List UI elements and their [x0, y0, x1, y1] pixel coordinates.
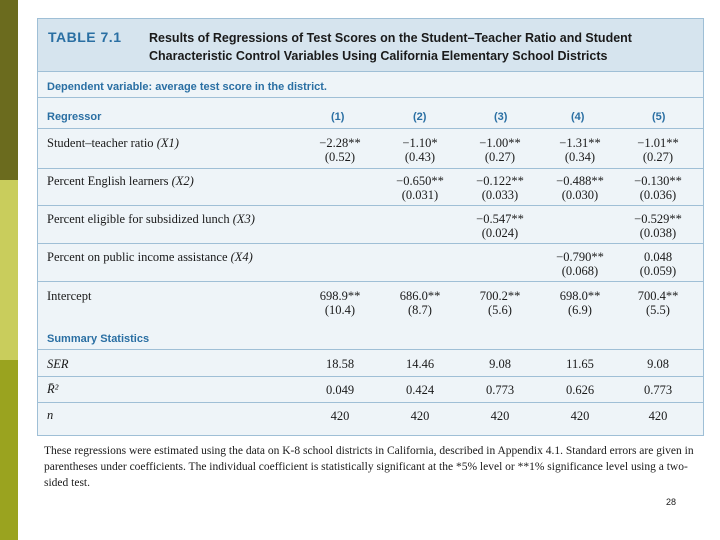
r2-c4: 0.626	[565, 383, 595, 397]
coef-r1-c5: −1.01**	[637, 136, 679, 150]
slide-sidebar	[0, 0, 18, 540]
column-header-5: (5)	[652, 111, 666, 123]
table-label: TABLE 7.1	[48, 29, 122, 45]
n-c2: 420	[410, 409, 430, 423]
summary-statistics-header: Summary Statistics	[47, 333, 150, 345]
se-r5-c4: (6.9)	[568, 303, 592, 317]
n-c1: 420	[330, 409, 350, 423]
table-footnote: These regressions were estimated using the data on K-8 school districts in California, described in Appendix 4.1. Standard errors are given in parentheses under coefficients. The individual coefficient is statistically significant at the *5% level or **1% significance level using a two-sided test.	[44, 445, 694, 489]
se-r1-c2: (0.43)	[404, 150, 436, 164]
sidebar-band-middle	[0, 180, 18, 360]
se-r2-c5: (0.036)	[639, 188, 677, 202]
se-r3-c5: (0.038)	[639, 226, 677, 240]
column-header-4: (4)	[571, 111, 585, 123]
coef-r1-c2: −1.10*	[402, 136, 438, 150]
dependent-variable-note: Dependent variable: average test score in the district.	[47, 81, 327, 93]
se-r2-c4: (0.030)	[561, 188, 599, 202]
se-r3-c3: (0.024)	[481, 226, 519, 240]
se-r4-c4: (0.068)	[561, 264, 599, 278]
ser-c1: 18.58	[325, 357, 355, 371]
n-c3: 420	[490, 409, 510, 423]
coef-r5-c5: 700.4**	[637, 289, 679, 303]
regression-table	[37, 18, 704, 436]
coef-r4-c4: −0.790**	[556, 250, 604, 264]
coef-r5-c2: 686.0**	[399, 289, 441, 303]
ser-c4: 11.65	[566, 357, 594, 371]
r2-c3: 0.773	[485, 383, 515, 397]
se-r5-c5: (5.5)	[646, 303, 670, 317]
row-label-percent-english-learners: Percent English learners (X2)	[47, 174, 194, 188]
r2-c5: 0.773	[643, 383, 673, 397]
stat-label-ser: SER	[47, 357, 69, 371]
se-r2-c3: (0.033)	[481, 188, 519, 202]
coef-r1-c3: −1.00**	[479, 136, 521, 150]
coef-r3-c5: −0.529**	[634, 212, 682, 226]
coef-r2-c5: −0.130**	[634, 174, 682, 188]
column-header-1: (1)	[331, 111, 345, 123]
se-r2-c2: (0.031)	[401, 188, 439, 202]
ser-c2: 14.46	[405, 357, 435, 371]
n-c5: 420	[648, 409, 668, 423]
table-title: Results of Regressions of Test Scores on the Student–Teacher Ratio and Student Characteristic Control Variables Using California Elementary School Districts	[149, 31, 632, 63]
se-r5-c3: (5.6)	[488, 303, 512, 317]
coef-r5-c1: 698.9**	[319, 289, 361, 303]
coef-r4-c5: 0.048	[643, 250, 673, 264]
coef-r2-c4: −0.488**	[556, 174, 604, 188]
coef-r1-c4: −1.31**	[559, 136, 601, 150]
page-number: 28	[666, 497, 677, 507]
rule	[38, 97, 703, 98]
rule	[38, 168, 703, 169]
coef-r2-c2: −0.650**	[396, 174, 444, 188]
row-label-percent-subsidized-lunch: Percent eligible for subsidized lunch (X3)	[47, 212, 255, 226]
row-label-student-teacher-ratio: Student–teacher ratio (X1)	[47, 136, 179, 150]
se-r5-c1: (10.4)	[324, 303, 356, 317]
rule	[38, 402, 703, 403]
rule	[38, 376, 703, 377]
sidebar-band-top	[0, 0, 18, 180]
coef-r3-c3: −0.547**	[476, 212, 524, 226]
coef-r5-c3: 700.2**	[479, 289, 521, 303]
ser-c3: 9.08	[489, 357, 511, 371]
se-r1-c1: (0.52)	[324, 150, 356, 164]
column-header-2: (2)	[413, 111, 427, 123]
row-label-percent-public-income-assistance: Percent on public income assistance (X4)	[47, 250, 253, 264]
coef-r2-c3: −0.122**	[476, 174, 524, 188]
row-label-intercept: Intercept	[47, 289, 92, 303]
ser-c5: 9.08	[647, 357, 669, 371]
se-r4-c5: (0.059)	[639, 264, 677, 278]
column-header-3: (3)	[494, 111, 508, 123]
r2-c2: 0.424	[405, 383, 435, 397]
rule	[38, 243, 703, 244]
se-r1-c3: (0.27)	[484, 150, 516, 164]
sidebar-band-bottom	[0, 360, 18, 540]
r2-c1: 0.049	[325, 383, 355, 397]
stat-label-adjusted-r-squared: R̄²	[47, 382, 59, 396]
rule	[38, 128, 703, 129]
se-r5-c2: (8.7)	[408, 303, 432, 317]
table-title-bar	[38, 19, 703, 72]
se-r1-c5: (0.27)	[642, 150, 674, 164]
coef-r5-c4: 698.0**	[559, 289, 601, 303]
se-r1-c4: (0.34)	[564, 150, 596, 164]
rule	[38, 281, 703, 282]
stat-label-n: n	[47, 408, 54, 422]
coef-r1-c1: −2.28**	[319, 136, 361, 150]
regressor-header: Regressor	[47, 111, 102, 123]
n-c4: 420	[570, 409, 590, 423]
rule	[38, 349, 703, 350]
rule	[38, 205, 703, 206]
